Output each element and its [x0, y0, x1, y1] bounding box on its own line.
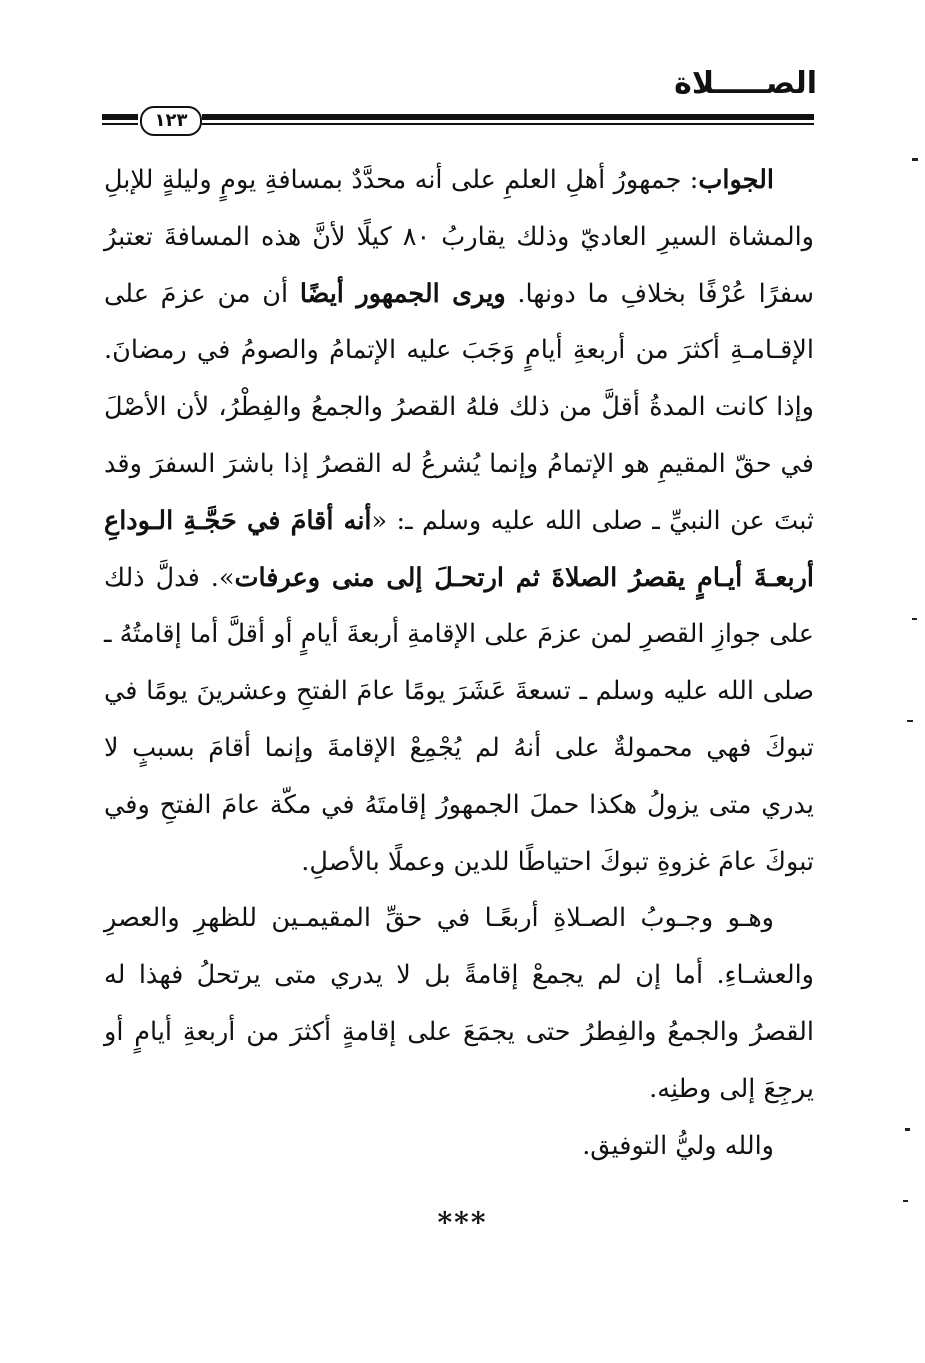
- answer-text: ». فدلَّ ذلك على جوازِ القصرِ لمن عزمَ على الإقامةِ أربعةَ أيامٍ أو أقلَّ أما إقامتُهُ ـ صلى الله عليه وسلم ـ تسعةَ عَشَرَ يومًا عامَ الفتحِ وعشرينَ يومًا في تبوكَ فهي محمولةٌ على أنهُ لم يُجْمِعْ الإقامةَ وإنما أقامَ بسببٍ لا يدري متى يزولُ هكذا حملَ الجمهورُ إقامتَهُ في مكّة عامَ الفتحِ وفي تبوكَ عامَ غزوةِ تبوكَ احتياطًا للدين وعملًا بالأصلِ.: [104, 562, 814, 877]
- running-header-title: الصـــــلاة: [674, 66, 817, 101]
- answer-text: أن من عزمَ على الإقـامـةِ أكثرَ من أربعةِ أيامٍ وَجَبَ عليه الإتمامُ والصومُ في رمضانَ. وإذا كانت المدةُ أقلَّ من ذلك فلهُ القصرُ والجمعُ والفِطْرُ، لأن الأصْلَ في حقّ المقيمِ هو الإتمامُ وإنما يُشرعُ له القصرُ إذا باشرَ السفرَ وقد ثبتَ عن النبيِّ ـ صلى الله عليه وسلم ـ: «: [104, 278, 814, 536]
- header-rule-stub: [102, 114, 138, 120]
- header-rule-stub: [102, 123, 138, 125]
- paragraph-closing: والله وليُّ التوفيق.: [582, 1130, 774, 1161]
- body-text: [104, 152, 814, 1174]
- scan-speck: [907, 720, 913, 722]
- scan-speck: [912, 618, 917, 620]
- answer-label: الجواب: [698, 165, 774, 195]
- page-number: ١٢٣: [140, 106, 202, 136]
- paragraph-obligation: وهـو وجـوبُ الصـلاةِ أربعًـا في حقِّ المقيمـين للظهرِ والعصرِ والعشـاءِ. أما إن لم يجمعْ إقامةً بل لا يدري متى يرتحلُ فهذا له القصرُ والجمعُ والفِطرُ حتى يجمَعَ على إقامةٍ أكثرَ من أربعةِ أيامٍ أو يرجِعَ إلى وطنِه.: [104, 903, 814, 1104]
- hadith-quote: أنه أقامَ في حَجَّـةِ الـوداعِ أربعـةَ أيـامٍ يقصرُ الصلاةَ ثم ارتحـلَ إلى منى وعرفات: [104, 505, 814, 593]
- paragraph-answer: [104, 152, 814, 890]
- scan-speck: [905, 1128, 910, 1131]
- majority-phrase: ويرى الجمهور أيضًا: [299, 278, 506, 309]
- header-rule: [102, 110, 814, 131]
- answer-text: : جمهورُ أهلِ العلمِ على أنه محدَّدٌ بمسافةِ يومٍ وليلةٍ للإبلِ والمشاة السيرِ العاديّ وذلك يقاربُ ٨٠ كيلًا لأنَّ هذه المسافةَ تعتبرُ سفرًا عُرْفًا بخلافِ ما دونها.: [104, 165, 815, 309]
- header-rule-thin: [202, 123, 814, 125]
- scan-speck: [912, 158, 918, 161]
- scan-speck: [903, 1200, 908, 1202]
- section-separator: ***: [437, 1206, 488, 1239]
- header-rule-thick: [202, 114, 814, 120]
